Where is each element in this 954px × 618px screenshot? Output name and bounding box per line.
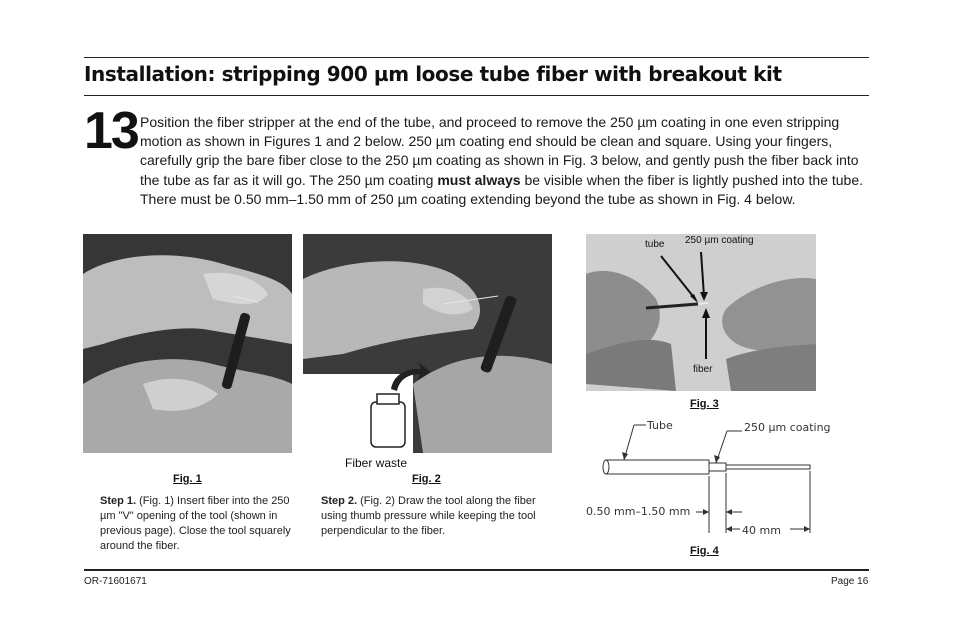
fig4-label: Fig. 4 xyxy=(690,545,719,557)
step1-body: (Fig. 1) Insert fiber into the 250 µm "V" opening of the tool (shown in previous page). Close the tool squarely around the fiber. xyxy=(100,495,291,552)
step2-title: Step 2. xyxy=(321,495,358,507)
fig2-photo xyxy=(303,234,552,453)
intro-paragraph xyxy=(140,113,870,209)
fig4-coating-label: 250 µm coating xyxy=(744,421,831,434)
page-number: Page 16 xyxy=(831,576,869,587)
fig3-label: Fig. 3 xyxy=(690,398,719,410)
fig2-label: Fig. 2 xyxy=(412,473,441,485)
step1-text xyxy=(100,494,295,554)
fig4-range-label: 0.50 mm–1.50 mm xyxy=(586,505,691,518)
footer-rule xyxy=(84,569,869,571)
intro-emphasis: must always xyxy=(437,171,521,188)
intro-text-start: Position the fiber stripper at the end of the tube, and proceed to remove the 250 µm coating in one even stripping motion as shown in Figures 1 and 2 below. 250 µm coating end should be clean and square. Using your fingers, carefully grip the bare fiber close to the 250 µm coating as shown in Fig. 3 below, and gently push the fiber back into the tube as far as it will go. The 250 µm coating xyxy=(140,114,859,188)
fig3-coating-label: 250 µm coating xyxy=(685,235,754,246)
step1-title: Step 1. xyxy=(100,495,137,507)
top-rule xyxy=(84,57,869,58)
step2-text xyxy=(321,494,556,539)
fig1-label: Fig. 1 xyxy=(173,473,202,485)
fig4-tube-label: Tube xyxy=(647,419,673,432)
fig3-fiber-label: fiber xyxy=(693,364,713,375)
step2-body: (Fig. 2) Draw the tool along the fiber using thumb pressure while keeping the tool perpendicular to the fiber. xyxy=(321,495,536,537)
fig3-tube-label: tube xyxy=(645,239,665,250)
page-title: Installation: stripping 900 µm loose tube fiber with breakout kit xyxy=(84,62,782,86)
document-number: OR-71601671 xyxy=(84,576,147,587)
intro-text-end: be visible when the fiber is lightly pushed into the tube. There must be 0.50 mm–1.50 mm of 250 µm coating extending beyond the tube as shown in Fig. 4 below. xyxy=(140,171,864,207)
fiber-waste-callout: Fiber waste xyxy=(345,456,408,470)
title-rule xyxy=(84,95,869,96)
fig1-photo xyxy=(83,234,292,453)
step-number: 13 xyxy=(84,102,138,160)
fig4-length-label: 40 mm xyxy=(742,524,781,537)
